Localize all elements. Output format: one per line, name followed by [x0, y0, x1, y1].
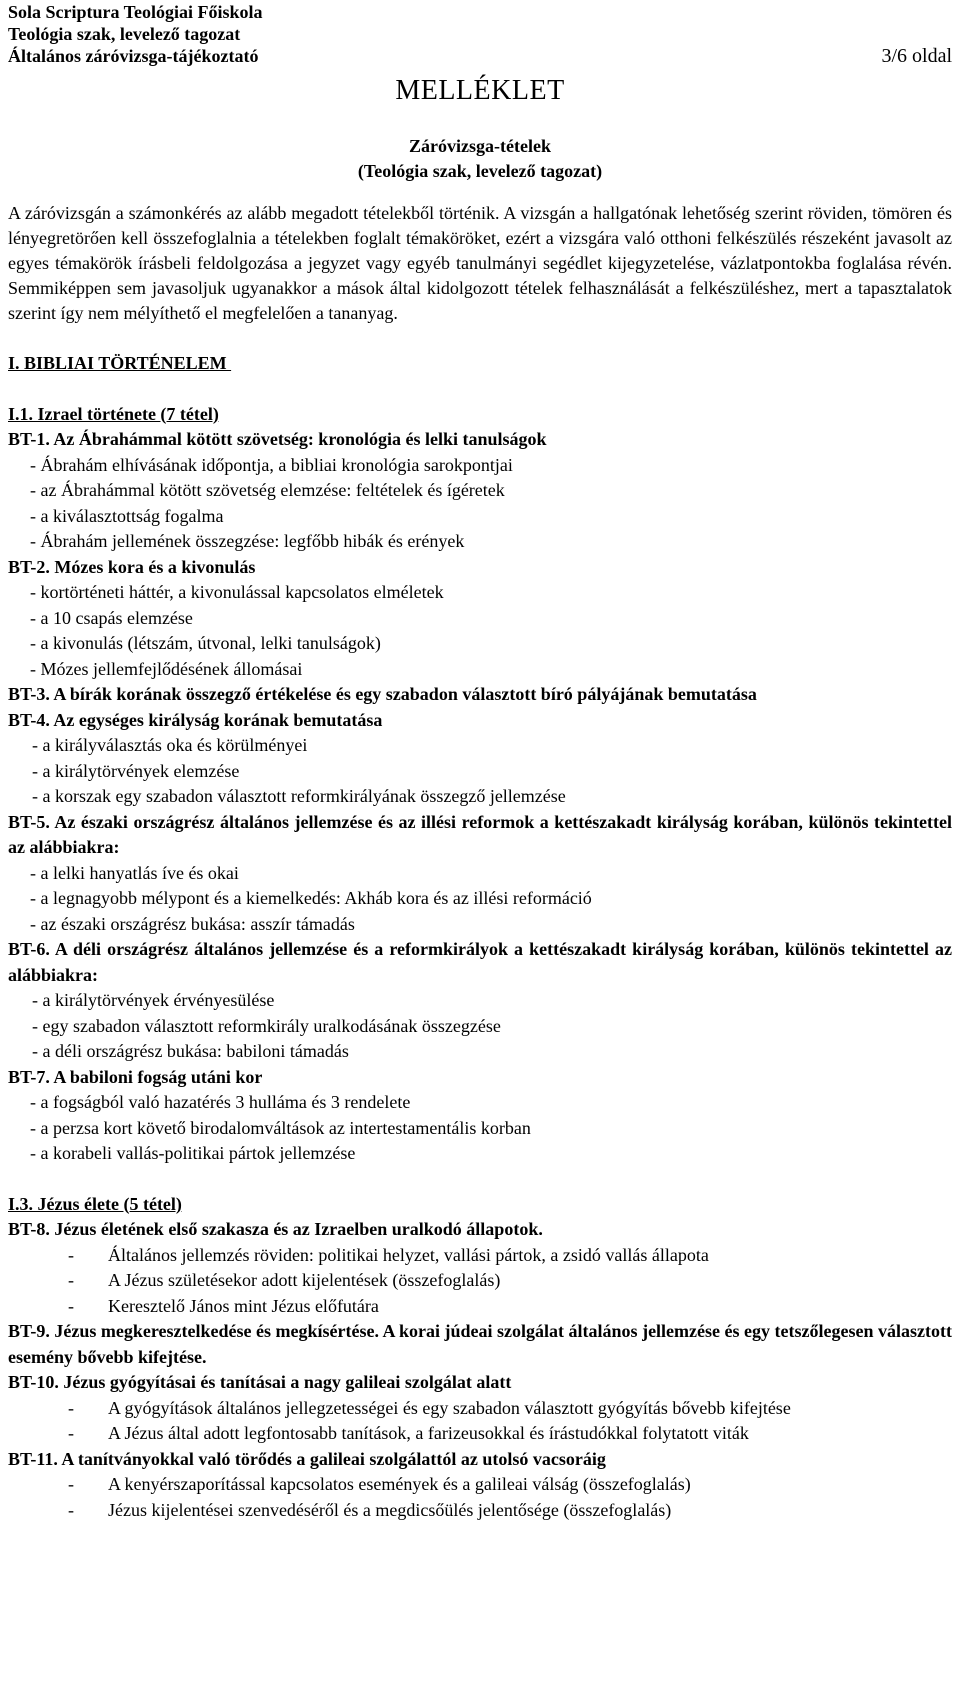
- topic-point-text: A Jézus születésekor adott kijelentések (összefoglalás): [108, 1270, 501, 1290]
- topic-title: BT-8. Jézus életének első szakasza és az Izraelben uralkodó állapotok.: [8, 1219, 543, 1239]
- subtitle-2: (Teológia szak, levelező tagozat): [357, 161, 603, 181]
- topic-title: BT-11. A tanítványokkal való törődés a galileai szolgálattól az utolsó vacsoráig: [8, 1448, 606, 1469]
- topic-point-text: A kenyérszaporítással kapcsolatos események és a galileai válság (összefoglalás): [108, 1474, 691, 1494]
- topic-point-text: A Jézus által adott legfontosabb tanítások, a farizeusokkal és írástudókkal folytatott viták: [108, 1423, 749, 1443]
- school-name: Sola Scriptura Teológiai Főiskola: [8, 2, 263, 22]
- topic-point: - az Ábrahámmal kötött szövetség elemzése: feltételek és ígéretek: [30, 480, 505, 500]
- topic-point: [8, 1396, 952, 1422]
- section-heading: I. BIBLIAI TÖRTÉNELEM: [8, 353, 232, 373]
- topic-point: - Ábrahám elhívásának időpontja, a bibliai kronológia sarokpontjai: [30, 454, 513, 475]
- topic-point: - a fogságból való hazatérés 3 hulláma és 3 rendelete: [30, 1092, 411, 1112]
- page-number: 3/6 oldal: [881, 45, 952, 67]
- topic-point: - a királyválasztás oka és körülményei: [32, 735, 308, 755]
- document-name: Általános záróvizsga-tájékoztató: [8, 46, 259, 66]
- topic-title: BT-10. Jézus gyógyításai és tanításai a nagy galileai szolgálat alatt: [8, 1372, 512, 1392]
- dash-marker: -: [68, 1474, 74, 1494]
- topic-title: BT-6. A déli országrész általános jellemzése és a reformkirályok a kettészakadt királyság korában, különös tekintettel az alábbiakra:: [8, 939, 952, 985]
- document-title: MELLÉKLET: [395, 75, 565, 106]
- topic-point: - Ábrahám jellemének összegzése: legfőbb hibák és erények: [30, 531, 465, 551]
- dash-marker: -: [68, 1270, 74, 1290]
- topic-point: - az északi országrész bukása: asszír támadás: [30, 913, 355, 934]
- topic-point: [8, 1498, 952, 1524]
- topic-title: BT-1. Az Ábrahámmal kötött szövetség: kronológia és lelki tanulságok: [8, 429, 547, 449]
- topic-title: BT-9. Jézus megkeresztelkedése és megkísértése. A korai júdeai szolgálat általános jellemzése és egy tetszőlegesen választott esemény bővebb kifejtése.: [8, 1321, 952, 1367]
- intro-paragraph: A záróvizsgán a számonkérés az alább megadott tételekből történik. A vizsgán a hallgatónak lehetőség szerint röviden, tömören és lényegretörően kell összefoglalnia a tételekben foglalt témaköröket, ezért a vizsgára való otthoni felkészülés részeként javasolt az egyes témakörök írásbeli feldolgozása a jegyzet vagy egyéb tanulmányi segédlet kijegyzetelése, vázlatpontokba foglalása révén. Semmiképpen sem javasoljuk ugyanakkor a mások által kidolgozott tételek felhasználását a felkészüléshez, mert a tapasztalatok szerint így nem mélyíthető el megfelelően a tananyag.: [8, 203, 952, 323]
- topic-title: BT-5. Az északi országrész általános jellemzése és az illési reformok a kettészakadt királyság korában, különös tekintettel az alábbiakra:: [8, 811, 952, 857]
- document-page: [8, 0, 952, 1523]
- subsection-heading: I.1. Izrael története (7 tétel): [8, 403, 219, 424]
- topic-point: - a kivonulás (létszám, útvonal, lelki tanulságok): [30, 633, 381, 653]
- dash-marker: -: [68, 1423, 74, 1443]
- topic-point: - a lelki hanyatlás íve és okai: [30, 862, 239, 883]
- topic-point: - Mózes jellemfejlődésének állomásai: [30, 658, 303, 679]
- topic-point: - a perzsa kort követő birodalomváltások az intertestamentális korban: [30, 1117, 531, 1138]
- topic-point: [8, 1268, 952, 1294]
- topic-point-text: A gyógyítások általános jellegzetességei és egy szabadon választott gyógyítás bővebb kifejtése: [108, 1397, 791, 1418]
- topic-point-text: Általános jellemzés röviden: politikai helyzet, vallási pártok, a zsidó vallás állapota: [108, 1244, 709, 1265]
- topic-point: - a királytörvények elemzése: [32, 760, 240, 781]
- dash-marker: -: [68, 1499, 74, 1520]
- topic-title: BT-3. A bírák korának összegző értékelése és egy szabadon választott bíró pályájának bemutatása: [8, 684, 757, 704]
- topic-point: [8, 1421, 952, 1447]
- subsection-heading: I.3. Jézus élete (5 tétel): [8, 1193, 182, 1214]
- topic-point: - a kiválasztottság fogalma: [30, 505, 224, 526]
- dash-marker: -: [68, 1295, 74, 1316]
- topic-title: BT-2. Mózes kora és a kivonulás: [8, 556, 256, 577]
- topic-point: [8, 1294, 952, 1320]
- subtitle-1: Záróvizsga-tételek: [409, 136, 551, 156]
- topic-point: - a korszak egy szabadon választott reformkirályának összegző jellemzése: [32, 786, 566, 806]
- topic-title: BT-4. Az egységes királyság korának bemutatása: [8, 709, 383, 730]
- topic-point: - a 10 csapás elemzése: [30, 607, 193, 628]
- topic-point: - a déli országrész bukása: babiloni támadás: [32, 1041, 349, 1061]
- topic-point: - a korabeli vallás-politikai pártok jellemzése: [30, 1143, 356, 1163]
- dash-marker: -: [68, 1397, 74, 1418]
- dash-marker: -: [68, 1244, 74, 1265]
- topic-point: [8, 1243, 952, 1269]
- program-name: Teológia szak, levelező tagozat: [8, 24, 241, 44]
- topic-point: - a királytörvények érvényesülése: [32, 990, 275, 1010]
- topic-point: - egy szabadon választott reformkirály uralkodásának összegzése: [32, 1015, 501, 1036]
- topic-point: - kortörténeti háttér, a kivonulással kapcsolatos elméletek: [30, 582, 444, 602]
- header-left: [8, 1, 263, 67]
- topic-point: - a legnagyobb mélypont és a kiemelkedés: Akháb kora és az illési reformáció: [30, 888, 592, 908]
- topic-point: [8, 1472, 952, 1498]
- topic-point-text: Keresztelő János mint Jézus előfutára: [108, 1295, 379, 1316]
- topic-title: BT-7. A babiloni fogság utáni kor: [8, 1066, 263, 1087]
- page-header: [8, 0, 952, 67]
- topic-point-text: Jézus kijelentései szenvedéséről és a megdicsőülés jelentősége (összefoglalás): [108, 1499, 672, 1520]
